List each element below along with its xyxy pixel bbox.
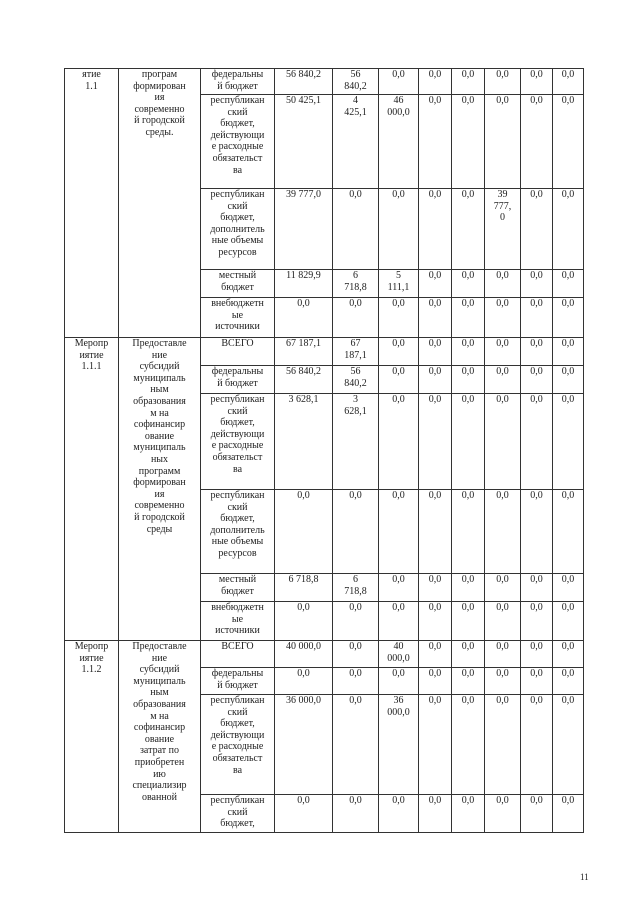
total-amount-cell: 67 187,1 xyxy=(275,338,333,366)
total-amount-cell: 56 840,2 xyxy=(275,366,333,394)
event-name-cell: Предоставле ние субсидий муниципаль ным образования м на софинансир ование муниципаль ных программ формирован ия современно й городской среды xyxy=(119,338,201,641)
funding-source-cell: внебюджетн ые источники xyxy=(201,298,275,338)
year-amount-cell: 0,0 xyxy=(419,69,452,95)
year-amount-cell: 0,0 xyxy=(419,394,452,490)
year-amount-cell: 0,0 xyxy=(419,574,452,602)
year-amount-cell: 0,0 xyxy=(419,338,452,366)
year-amount-cell: 0,0 xyxy=(379,394,419,490)
funding-source-cell: республикан ский бюджет, xyxy=(201,795,275,833)
year-amount-cell: 0,0 xyxy=(452,394,485,490)
funding-source-cell: республикан ский бюджет, действующи е расходные обязательст ва xyxy=(201,695,275,795)
year-amount-cell: 0,0 xyxy=(419,270,452,298)
year-amount-cell: 0,0 xyxy=(553,366,584,394)
year-amount-cell: 4 425,1 xyxy=(333,95,379,189)
year-amount-cell: 0,0 xyxy=(452,270,485,298)
total-amount-cell: 0,0 xyxy=(275,795,333,833)
year-amount-cell: 0,0 xyxy=(485,366,521,394)
funding-source-cell: федеральны й бюджет xyxy=(201,366,275,394)
year-amount-cell: 0,0 xyxy=(452,668,485,695)
year-amount-cell: 0,0 xyxy=(485,695,521,795)
funding-source-cell: республикан ский бюджет, действующи е расходные обязательст ва xyxy=(201,394,275,490)
year-amount-cell: 0,0 xyxy=(333,602,379,641)
year-amount-cell: 0,0 xyxy=(521,602,553,641)
total-amount-cell: 0,0 xyxy=(275,668,333,695)
year-amount-cell: 6 718,8 xyxy=(333,574,379,602)
year-amount-cell: 0,0 xyxy=(485,95,521,189)
year-amount-cell: 0,0 xyxy=(452,338,485,366)
year-amount-cell: 0,0 xyxy=(452,490,485,574)
table-row xyxy=(65,338,584,366)
year-amount-cell: 0,0 xyxy=(553,695,584,795)
year-amount-cell: 0,0 xyxy=(379,69,419,95)
year-amount-cell: 0,0 xyxy=(485,69,521,95)
year-amount-cell: 0,0 xyxy=(485,338,521,366)
year-amount-cell: 0,0 xyxy=(553,270,584,298)
year-amount-cell: 0,0 xyxy=(452,298,485,338)
year-amount-cell: 0,0 xyxy=(419,668,452,695)
total-amount-cell: 0,0 xyxy=(275,490,333,574)
year-amount-cell: 0,0 xyxy=(419,366,452,394)
funding-source-cell: ВСЕГО xyxy=(201,338,275,366)
total-amount-cell: 39 777,0 xyxy=(275,189,333,270)
year-amount-cell: 0,0 xyxy=(521,189,553,270)
total-amount-cell: 50 425,1 xyxy=(275,95,333,189)
year-amount-cell: 0,0 xyxy=(553,189,584,270)
funding-source-cell: местный бюджет xyxy=(201,270,275,298)
year-amount-cell: 0,0 xyxy=(419,641,452,668)
year-amount-cell: 0,0 xyxy=(452,795,485,833)
year-amount-cell: 0,0 xyxy=(485,602,521,641)
funding-source-cell: республикан ский бюджет, дополнитель ные объемы ресурсов xyxy=(201,189,275,270)
year-amount-cell: 0,0 xyxy=(379,602,419,641)
year-amount-cell: 67 187,1 xyxy=(333,338,379,366)
year-amount-cell: 3 628,1 xyxy=(333,394,379,490)
year-amount-cell: 0,0 xyxy=(521,270,553,298)
year-amount-cell: 0,0 xyxy=(333,490,379,574)
year-amount-cell: 0,0 xyxy=(553,795,584,833)
total-amount-cell: 0,0 xyxy=(275,602,333,641)
year-amount-cell: 0,0 xyxy=(452,695,485,795)
year-amount-cell: 0,0 xyxy=(379,668,419,695)
year-amount-cell: 0,0 xyxy=(521,69,553,95)
year-amount-cell: 0,0 xyxy=(553,298,584,338)
funding-source-cell: республикан ский бюджет, действующи е расходные обязательст ва xyxy=(201,95,275,189)
year-amount-cell: 0,0 xyxy=(452,189,485,270)
year-amount-cell: 0,0 xyxy=(379,366,419,394)
total-amount-cell: 0,0 xyxy=(275,298,333,338)
year-amount-cell: 0,0 xyxy=(452,574,485,602)
funding-source-cell: местный бюджет xyxy=(201,574,275,602)
year-amount-cell: 0,0 xyxy=(553,574,584,602)
table-row xyxy=(65,641,584,668)
year-amount-cell: 0,0 xyxy=(553,668,584,695)
event-number-cell: Меропр иятие 1.1.1 xyxy=(65,338,119,641)
year-amount-cell: 0,0 xyxy=(521,490,553,574)
year-amount-cell: 36 000,0 xyxy=(379,695,419,795)
year-amount-cell: 0,0 xyxy=(452,641,485,668)
year-amount-cell: 0,0 xyxy=(485,394,521,490)
year-amount-cell: 0,0 xyxy=(521,366,553,394)
year-amount-cell: 0,0 xyxy=(452,366,485,394)
year-amount-cell: 0,0 xyxy=(379,795,419,833)
year-amount-cell: 0,0 xyxy=(485,270,521,298)
page-number: 11 xyxy=(580,872,589,882)
year-amount-cell: 0,0 xyxy=(419,602,452,641)
year-amount-cell: 0,0 xyxy=(333,795,379,833)
year-amount-cell: 0,0 xyxy=(419,95,452,189)
year-amount-cell: 0,0 xyxy=(553,69,584,95)
year-amount-cell: 0,0 xyxy=(419,795,452,833)
year-amount-cell: 0,0 xyxy=(521,95,553,189)
event-name-cell: програм формирован ия современно й городской среды. xyxy=(119,69,201,338)
event-number-cell: ятие 1.1 xyxy=(65,69,119,338)
year-amount-cell: 0,0 xyxy=(379,574,419,602)
year-amount-cell: 0,0 xyxy=(485,574,521,602)
table-row xyxy=(65,69,584,95)
year-amount-cell: 0,0 xyxy=(419,189,452,270)
budget-table xyxy=(64,68,584,833)
year-amount-cell: 39 777, 0 xyxy=(485,189,521,270)
year-amount-cell: 0,0 xyxy=(521,641,553,668)
funding-source-cell: федеральны й бюджет xyxy=(201,668,275,695)
year-amount-cell: 0,0 xyxy=(553,602,584,641)
year-amount-cell: 0,0 xyxy=(485,668,521,695)
funding-source-cell: ВСЕГО xyxy=(201,641,275,668)
year-amount-cell: 56 840,2 xyxy=(333,366,379,394)
year-amount-cell: 6 718,8 xyxy=(333,270,379,298)
year-amount-cell: 46 000,0 xyxy=(379,95,419,189)
year-amount-cell: 56 840,2 xyxy=(333,69,379,95)
funding-source-cell: федеральны й бюджет xyxy=(201,69,275,95)
year-amount-cell: 0,0 xyxy=(521,298,553,338)
event-number-cell: Меропр иятие 1.1.2 xyxy=(65,641,119,833)
year-amount-cell: 0,0 xyxy=(485,490,521,574)
year-amount-cell: 0,0 xyxy=(485,298,521,338)
year-amount-cell: 0,0 xyxy=(521,668,553,695)
year-amount-cell: 0,0 xyxy=(521,695,553,795)
year-amount-cell: 40 000,0 xyxy=(379,641,419,668)
year-amount-cell: 0,0 xyxy=(379,189,419,270)
year-amount-cell: 0,0 xyxy=(333,695,379,795)
total-amount-cell: 56 840,2 xyxy=(275,69,333,95)
year-amount-cell: 0,0 xyxy=(553,641,584,668)
year-amount-cell: 0,0 xyxy=(419,298,452,338)
year-amount-cell: 0,0 xyxy=(333,189,379,270)
year-amount-cell: 0,0 xyxy=(333,668,379,695)
year-amount-cell: 0,0 xyxy=(333,298,379,338)
year-amount-cell: 0,0 xyxy=(553,490,584,574)
total-amount-cell: 40 000,0 xyxy=(275,641,333,668)
year-amount-cell: 0,0 xyxy=(521,795,553,833)
year-amount-cell: 0,0 xyxy=(379,298,419,338)
year-amount-cell: 5 111,1 xyxy=(379,270,419,298)
total-amount-cell: 3 628,1 xyxy=(275,394,333,490)
year-amount-cell: 0,0 xyxy=(521,574,553,602)
year-amount-cell: 0,0 xyxy=(419,490,452,574)
year-amount-cell: 0,0 xyxy=(379,338,419,366)
year-amount-cell: 0,0 xyxy=(553,95,584,189)
year-amount-cell: 0,0 xyxy=(521,394,553,490)
total-amount-cell: 36 000,0 xyxy=(275,695,333,795)
year-amount-cell: 0,0 xyxy=(521,338,553,366)
year-amount-cell: 0,0 xyxy=(333,641,379,668)
year-amount-cell: 0,0 xyxy=(452,602,485,641)
year-amount-cell: 0,0 xyxy=(485,795,521,833)
funding-source-cell: внебюджетн ые источники xyxy=(201,602,275,641)
funding-source-cell: республикан ский бюджет, дополнитель ные объемы ресурсов xyxy=(201,490,275,574)
year-amount-cell: 0,0 xyxy=(379,490,419,574)
event-name-cell: Предоставле ние субсидий муниципаль ным образования м на софинансир ование затрат по приобретен ию специализир ованной xyxy=(119,641,201,833)
year-amount-cell: 0,0 xyxy=(419,695,452,795)
total-amount-cell: 11 829,9 xyxy=(275,270,333,298)
total-amount-cell: 6 718,8 xyxy=(275,574,333,602)
year-amount-cell: 0,0 xyxy=(553,394,584,490)
year-amount-cell: 0,0 xyxy=(553,338,584,366)
year-amount-cell: 0,0 xyxy=(452,95,485,189)
year-amount-cell: 0,0 xyxy=(485,641,521,668)
year-amount-cell: 0,0 xyxy=(452,69,485,95)
